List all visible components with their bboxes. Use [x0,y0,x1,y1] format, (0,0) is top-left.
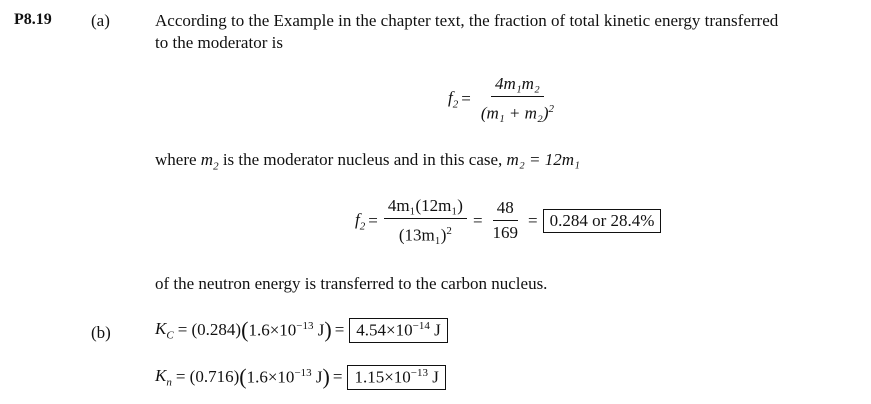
eq2-numerator-2: 48 [493,198,518,221]
intro-line-2: to the moderator is [155,33,283,52]
kn-equals: = [332,367,343,387]
eq2-fraction-symbolic [384,196,467,246]
kc-var: $K_C$ [155,319,174,342]
kn-boxed-result: $1.15\times 10^{-13}$ J [347,365,445,390]
part-a-label: (a) [91,11,110,30]
equation-kn: $K_n$ = (0.716) ( $1.6\times 10^{-13}$ J ) = $1.15\times 10^{-13}$ J [155,365,446,390]
equation-fraction-value [355,196,661,246]
eq2-lhs: $f_2$ [355,209,366,233]
eq1-equals: = [461,88,471,108]
kc-expr-a: = (0.284) [177,320,242,340]
where-expression: m₂ = 12m₁ [506,150,580,169]
kc-equals: = [334,320,345,340]
equation-fraction-definition [448,74,561,124]
problem-number: P8.19 [14,11,52,28]
kc-expr-b: $1.6\times 10^{-13}$ J [248,320,325,340]
where-line: where $m_2$ is the moderator nucleus and in this case, m₂ = 12m₁ [155,150,580,173]
part-b-label: (b) [91,323,111,342]
eq1-denominator: $(m_1 + m_2)^2$ [480,103,554,123]
part-a-intro [155,10,778,54]
kn-expr-b: $1.6\times 10^{-13}$ J [246,367,323,387]
eq2-equals: = [368,210,378,230]
eq1-fraction [477,74,558,124]
eq2-equals-b: = [472,210,483,230]
eq1-numerator: 4m₁m₂ [491,74,544,97]
where-variable: $m_2$ [200,150,219,173]
eq2-numerator-1: 4m₁(12m₁) [384,196,467,219]
eq2-fraction-numeric [489,198,523,243]
kn-var: $K_n$ [155,366,172,389]
conclusion-line: of the neutron energy is transferred to the carbon nucleus. [155,274,548,293]
equation-kc: $K_C$ = (0.284) ( $1.6\times 10^{-13}$ J ) = $4.54\times 10^{-14}$ J [155,318,448,343]
eq2-denominator-1: $(13m_1)^2$ [398,225,452,245]
intro-line-1: According to the Example in the chapter text, the fraction of total kinetic energy transferred [155,11,779,30]
eq1-lhs: $f_2$ [448,87,459,111]
eq2-denominator-2: 169 [492,223,519,243]
eq2-equals-c: = [528,210,538,230]
kc-boxed-result: $4.54\times 10^{-14}$ J [349,318,447,343]
kn-expr-a: = (0.716) [175,367,240,387]
eq2-boxed-result: 0.284 or 28.4% [543,209,662,233]
